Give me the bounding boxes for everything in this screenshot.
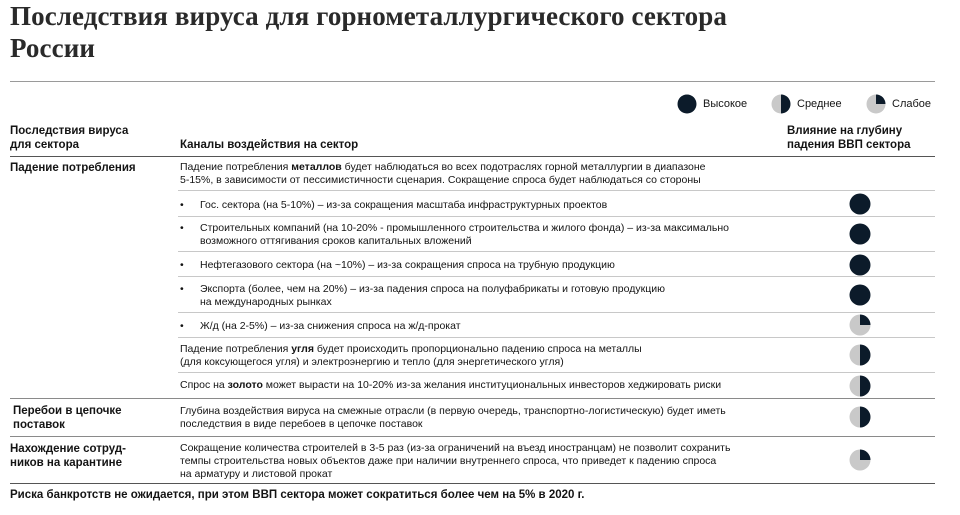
row-divider [178, 276, 935, 277]
row-divider [178, 337, 935, 338]
row-export: • Экспорта (более, чем на 20%) – из-за падения спроса на полуфабрикаты и готовую продукцию на международных рынках [180, 283, 665, 308]
section-divider [10, 436, 935, 437]
impact-medium-icon [849, 406, 871, 428]
row-coal: Падение потребления угля будет происходить пропорционально падению спроса на металлы (для коксующегося угля) и электроэнергию и тепло (для энергетического угля) [180, 343, 642, 368]
header-divider [10, 156, 935, 157]
header-impact: Влияние на глубину падения ВВП сектора [787, 125, 911, 151]
section-demand: Падение потребления [10, 162, 136, 174]
row-oilgas: • Нефтегазового сектора (на ~10%) – из-за сокращения спроса на трубную продукцию [180, 259, 615, 271]
header-channels: Каналы воздействия на сектор [180, 139, 359, 151]
row-divider [178, 251, 935, 252]
row-supply: Глубина воздействия вируса на смежные отрасли (в первую очередь, транспортно-логистическую) будет иметь последствия в виде перебоев в цепочке поставок [180, 405, 726, 430]
row-gov: • Гос. сектора (на 5-10%) – из-за сокращения масштаба инфраструктурных проектов [180, 199, 608, 211]
section-divider [10, 398, 935, 399]
title-divider [10, 81, 935, 82]
row-divider [178, 190, 935, 191]
legend-high: Высокое [677, 94, 747, 114]
impact-medium-icon [849, 375, 871, 397]
impact-high-icon [849, 193, 871, 215]
impact-high-icon [849, 223, 871, 245]
legend-low: Слабое [866, 94, 931, 114]
section-supply: Перебои в цепочке поставок [13, 405, 122, 431]
section-quarantine: Нахождение сотруд- ников на карантине [10, 443, 127, 469]
footer-divider [10, 483, 935, 484]
impact-high-icon [849, 284, 871, 306]
impact-high-icon [849, 254, 871, 276]
header-consequences: Последствия вируса для сектора [10, 125, 129, 151]
low-impact-icon [866, 94, 886, 114]
legend-medium: Среднее [771, 94, 842, 114]
page-title: Последствия вируса для горнометаллургического сектора России [10, 1, 727, 63]
impact-low-icon [849, 449, 871, 471]
row-metals: Падение потребления металлов будет наблюдаться во всех подотраслях горной металлургии в диапазоне 5-15%, в зависимости от пессимистичности сценария. Сокращение спроса будет наблюдаться со стороны [180, 161, 706, 186]
high-impact-icon [677, 94, 697, 114]
impact-medium-icon [849, 344, 871, 366]
row-rail: • Ж/д (на 2-5%) – из-за снижения спроса на ж/д-прокат [180, 320, 461, 332]
row-divider [178, 312, 935, 313]
medium-impact-icon [771, 94, 791, 114]
row-gold: Спрос на золото может вырасти на 10-20% из-за желания институциональных инвесторов хеджировать риски [180, 379, 722, 391]
footer-note: Риска банкротств не ожидается, при этом ВВП сектора может сократиться более чем на 5% в 2020 г. [10, 489, 585, 501]
row-quarantine: Сокращение количества строителей в 3-5 раз (из-за ограничений на въезд иностранцам) не позволит сохранить темпы строительства новых объектов даже при наличии внутреннего спроса, что приведет к падению спроса на арматуру и листовой прокат [180, 442, 731, 480]
impact-low-icon [849, 314, 871, 336]
row-divider [178, 372, 935, 373]
row-divider [178, 216, 935, 217]
row-construction: • Строительных компаний (на 10-20% - промышленного строительства и жилого фонда) – из-за максимально возможного оттягивания сроков капитальных вложений [180, 222, 729, 247]
